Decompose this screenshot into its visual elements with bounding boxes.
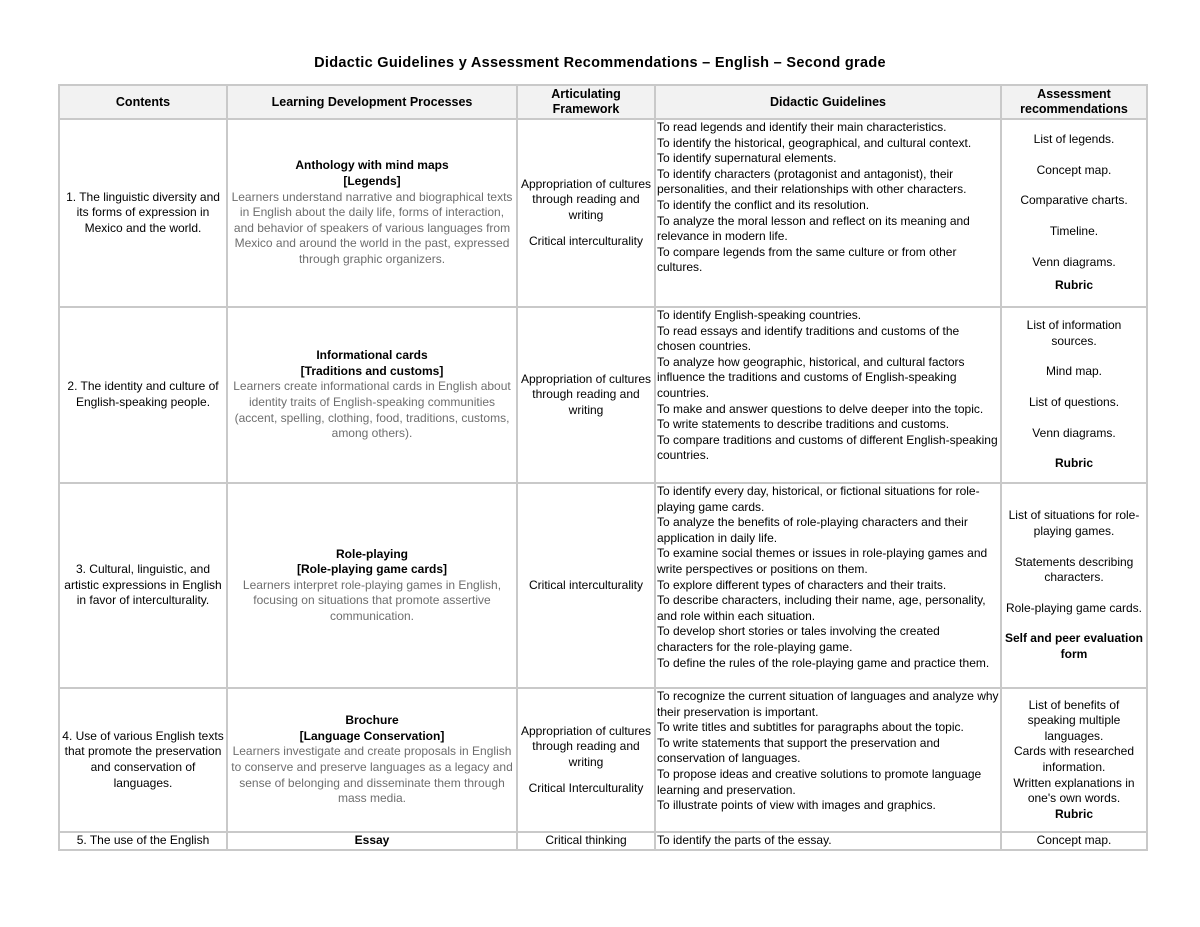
process-title: Role-playing <box>335 546 408 561</box>
guideline-item: To illustrate points of view with images and graphics. <box>657 798 936 813</box>
framework-item: Appropriation of cultures through reading and writing <box>520 723 652 769</box>
guideline-item: To analyze how geographic, historical, and cultural factors influence the traditions and customs of English-speaking countries. <box>657 354 965 400</box>
content-cell: 4. Use of various English texts that promote the preservation and conservation of languages. <box>59 688 227 832</box>
guideline-item: To identify supernatural elements. <box>657 151 837 166</box>
process-subtitle: [Legends] <box>343 174 401 189</box>
process-cell <box>227 119 517 307</box>
guideline-item: To read essays and identify traditions and customs of the chosen countries. <box>657 323 960 354</box>
guideline-item: To write statements to describe traditions and customs. <box>657 417 950 432</box>
guideline-item: To identify every day, historical, or fictional situations for role-playing game cards. <box>657 484 980 514</box>
header-processes: Learning Development Processes <box>227 85 517 119</box>
guideline-item: To analyze the benefits of role-playing characters and their application in daily life. <box>657 515 968 545</box>
framework-item: Appropriation of cultures through reading and writing <box>520 371 652 417</box>
guideline-item: To examine social themes or issues in role-playing games and write perspectives or positions on them. <box>657 546 988 576</box>
assessment-item: List of situations for role-playing games. <box>1008 508 1140 539</box>
guideline-item: To recognize the current situation of languages and analyze why their preservation is important. <box>657 689 999 719</box>
assessment-cell <box>1001 307 1147 483</box>
guideline-item: To identify the conflict and its resolution. <box>657 197 870 212</box>
guideline-item: To develop short stories or tales involving the created characters for the role-playing game. <box>657 624 940 654</box>
framework-cell <box>517 688 655 832</box>
guideline-item: To read legends and identify their main characteristics. <box>657 120 947 134</box>
content-cell: 1. The linguistic diversity and its forms of expression in Mexico and the world. <box>59 119 227 307</box>
header-contents: Contents <box>59 85 227 119</box>
table-row <box>59 119 1147 307</box>
assessment-item: Venn diagrams. <box>1032 254 1116 269</box>
assessment-rubric: Rubric <box>1054 806 1093 821</box>
assessment-item: Statements describing characters. <box>1014 554 1134 585</box>
process-title: Brochure <box>345 713 399 728</box>
assessment-cell <box>1001 483 1147 688</box>
table-row <box>59 483 1147 688</box>
guidelines-cell <box>655 307 1001 483</box>
process-cell <box>227 483 517 688</box>
process-subtitle: [Traditions and customs] <box>300 363 444 378</box>
assessment-item: List of legends. <box>1033 132 1115 147</box>
content-cell: 5. The use of the English <box>59 832 227 850</box>
assessment-item: Concept map. <box>1036 162 1112 177</box>
process-title: Anthology with mind maps <box>295 158 449 173</box>
guideline-item: To describe characters, including their name, age, personality, and role within each situation. <box>657 593 986 623</box>
guideline-item: To identify characters (protagonist and antagonist), their personalities, and their relationships with other characters. <box>657 166 967 197</box>
guidelines-cell <box>655 483 1001 688</box>
guidelines-cell <box>655 119 1001 307</box>
table-row <box>59 688 1147 832</box>
header-assessment-line1: Assessment <box>1037 87 1111 101</box>
framework-cell: Critical thinking <box>517 832 655 850</box>
framework-cell <box>517 307 655 483</box>
header-framework-line1: Articulating <box>551 87 621 101</box>
process-description: Learners investigate and create proposals in English to conserve and preserve languages as a legacy and sense of belonging and disseminate them through mass media. <box>231 744 513 806</box>
assessment-item: Role-playing game cards. <box>1005 600 1143 615</box>
header-guidelines: Didactic Guidelines <box>655 85 1001 119</box>
process-description: Learners interpret role-playing games in English, focusing on situations that promote assertive communication. <box>242 577 502 623</box>
framework-item: Critical interculturality <box>528 233 644 248</box>
framework-cell <box>517 483 655 688</box>
assessment-item: Mind map. <box>1045 364 1103 379</box>
table-row <box>59 832 1147 850</box>
table-row <box>59 307 1147 483</box>
content-cell: 3. Cultural, linguistic, and artistic expressions in English in favor of interculturality. <box>59 483 227 688</box>
assessment-cell <box>1001 688 1147 832</box>
guideline-item: To analyze the moral lesson and reflect on its meaning and relevance in modern life. <box>657 213 970 244</box>
process-cell <box>227 307 517 483</box>
assessment-item: List of questions. <box>1028 395 1120 409</box>
process-subtitle: [Role-playing game cards] <box>296 562 448 577</box>
header-assessment-line2: recommendations <box>1020 102 1128 116</box>
process-cell <box>227 688 517 832</box>
table-header-row <box>59 85 1147 119</box>
assessment-rubric: Rubric <box>1054 456 1093 471</box>
assessment-item: Cards with researched information. <box>1013 744 1135 774</box>
assessment-item: Venn diagrams. <box>1032 425 1116 440</box>
process-description: Learners create informational cards in English about identity traits of English-speaking communities (accent, spelling, clothing, food, traditions, customs, among others). <box>233 379 511 441</box>
assessment-item: Timeline. <box>1049 224 1099 238</box>
framework-item: Critical interculturality <box>528 577 644 592</box>
assessment-item: Comparative charts. <box>1020 193 1128 208</box>
header-framework <box>517 85 655 119</box>
guideline-item: To write titles and subtitles for paragraphs about the topic. <box>657 720 964 735</box>
guideline-item: To compare traditions and customs of different English-speaking countries. <box>657 432 998 463</box>
framework-item: Critical Interculturality <box>528 780 644 795</box>
process-title: Informational cards <box>316 348 428 363</box>
guideline-item: To make and answer questions to delve deeper into the topic. <box>657 401 984 416</box>
content-cell: 2. The identity and culture of English-speaking people. <box>59 307 227 483</box>
guideline-item: To write statements that support the preservation and conservation of languages. <box>657 735 940 766</box>
guideline-item: To identify the parts of the essay. <box>655 832 1001 850</box>
assessment-evaluation-form: Self and peer evaluation form <box>1004 631 1144 661</box>
guideline-item: To identify English-speaking countries. <box>657 308 862 322</box>
guidelines-cell <box>655 688 1001 832</box>
guideline-item: To explore different types of characters and their traits. <box>657 577 947 592</box>
assessment-item: List of information sources. <box>1026 318 1122 348</box>
header-assessment <box>1001 85 1147 119</box>
guideline-item: To propose ideas and creative solutions to promote language learning and preservation. <box>657 766 982 797</box>
process-title: Essay <box>227 832 517 850</box>
document-title: Didactic Guidelines y Assessment Recommendations – English – Second grade <box>314 55 886 71</box>
guideline-item: To define the rules of the role-playing game and practice them. <box>657 655 990 670</box>
assessment-cell <box>1001 119 1147 307</box>
process-subtitle: [Language Conservation] <box>299 728 445 743</box>
process-description: Learners understand narrative and biographical texts in English about the daily life, forms of interaction, and behavior of speakers of various languages from Mexico and around the world in the past, expressed through graphic organizers. <box>231 189 513 266</box>
assessment-item: Concept map. <box>1001 832 1147 850</box>
assessment-rubric: Rubric <box>1054 278 1093 293</box>
guideline-item: To identify the historical, geographical, and cultural context. <box>657 135 972 150</box>
framework-cell <box>517 119 655 307</box>
assessment-item: List of benefits of speaking multiple languages. <box>1027 697 1121 743</box>
guideline-item: To compare legends from the same culture or from other cultures. <box>657 244 957 275</box>
header-framework-line2: Framework <box>552 102 620 116</box>
assessment-item: Written explanations in one's own words. <box>1013 775 1135 806</box>
framework-item: Appropriation of cultures through reading and writing <box>520 176 652 222</box>
guidelines-table <box>58 84 1148 851</box>
